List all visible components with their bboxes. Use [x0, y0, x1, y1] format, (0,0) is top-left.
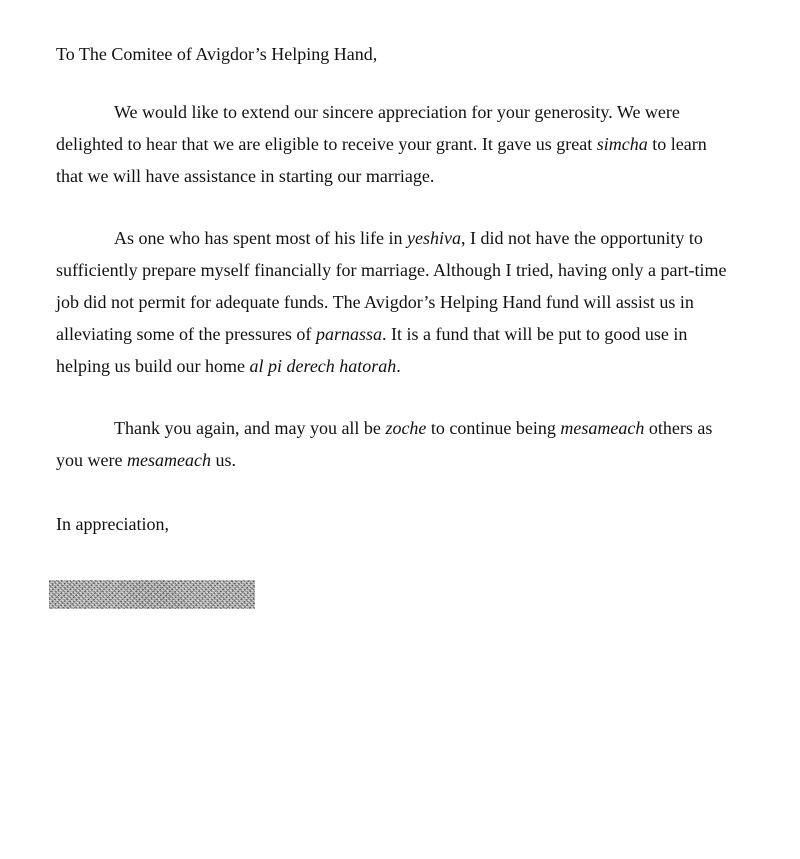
paragraph-thanks [56, 412, 736, 476]
paragraph-text: . It is a fund that will be put to good use in helping us build our home [56, 324, 688, 376]
paragraph-background [56, 222, 736, 382]
italic-term: yeshiva [406, 228, 461, 248]
paragraph-text: As one who has spent most of his life in [114, 228, 407, 248]
paragraph-text: us. [210, 450, 236, 470]
closing: In appreciation, [56, 514, 169, 534]
italic-term: zoche [385, 418, 427, 438]
paragraph-text: We would like to extend our sincere appreciation for your generosity. We were delighted to hear that we are eligible to receive your grant. It gave us great [56, 102, 680, 154]
paragraph-appreciation [56, 96, 736, 192]
letter-body [56, 38, 736, 540]
redacted-signature [49, 580, 255, 609]
paragraph-text: others as you were [56, 418, 713, 470]
italic-term: simcha [596, 134, 648, 154]
italic-term: al pi derech hatorah [249, 356, 397, 376]
italic-term: parnassa [315, 324, 382, 344]
italic-term: mesameach [126, 450, 211, 470]
paragraph-text: , I did not have the opportunity to sufficiently prepare myself financially for marriage. Although I tried, having only a part-time job did not permit for adequate funds. The Avigdor’s Helping Hand fund will assist us in alleviating some of the pressures of [56, 228, 727, 344]
paragraph-text: . [396, 356, 401, 376]
paragraph-text: Thank you again, and may you all be [114, 418, 386, 438]
paragraph-text: to continue being [426, 418, 561, 438]
salutation: To The Comitee of Avigdor’s Helping Hand, [56, 44, 378, 64]
paragraph-text: to learn that we will have assistance in starting our marriage. [56, 134, 707, 186]
italic-term: mesameach [560, 418, 645, 438]
